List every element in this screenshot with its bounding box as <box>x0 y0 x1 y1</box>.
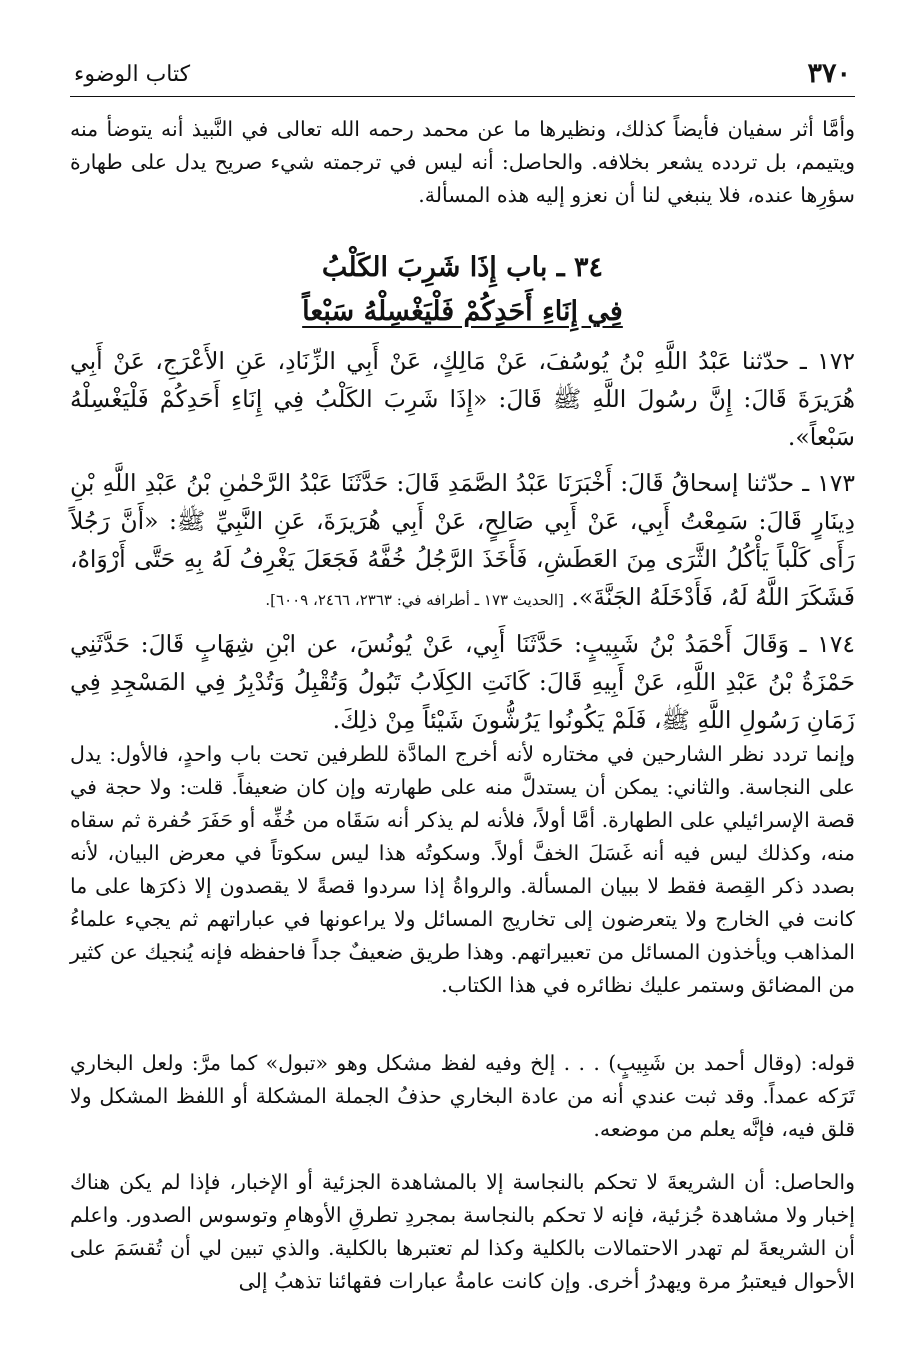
page-header <box>70 56 855 97</box>
commentary-text: وإنما تردد نظر الشارحين في مختاره لأنه أخرج المادَّة للطرفين تحت باب واحدٍ، فالأول: يدل على النجاسة. والثاني: يمكن أن يستدلَّ منه على طهارته وإن كان ضعيفاً. قلت: ولا حجة في قصة الإسرائيلي على الطهارة. أمَّا أولاً، فلأنه لم يذكر أنه سَقَاه من خُفِّه أو حَفَرَ حُفرة ثم سقاه منه، وكذلك ليس فيه أنه غَسَلَ الخفَّ أولاً. وسكوتُه هذا ليس سكوتاً في معرض البيان، لأنه بصدد ذكر القِصة فقط لا ببيان المسألة. والرواةُ إذا سردوا قصةً لا يقصدون إلا ذكرَها على ما كانت في الخارج ولا يتعرضون إلى تخاريج المسائل ولا يراعونها في عباراتهم ثم يجيء علماءُ المذاهب ويأخذون المسائل من تعبيراتهم. وهذا طريق ضعيفٌ جداً فاحفظه فإنه يُنجيك عن كثير من المضائق وستمر عليك نظائره في هذا الكتاب. <box>70 742 855 997</box>
chapter-title-line1: ٣٤ ـ باب إِذَا شَرِبَ الكَلْبُ <box>321 252 604 283</box>
chapter-title-line2: فِي إِنَاءِ أَحَدِكُمْ فَلْيَغْسِلْهُ سَبْعاً <box>302 296 623 327</box>
commentary-paragraph-3 <box>70 1166 855 1298</box>
chapter-heading <box>70 246 855 334</box>
commentary-paragraph-2 <box>70 1047 855 1146</box>
intro-paragraph <box>70 113 855 212</box>
commentary-text: والحاصل: أن الشريعةَ لا تحكم بالنجاسة إلا بالمشاهدة الجزئية أو الإخبار، فإذا لم يكن هناك إخبار ولا مشاهدة جُزئية، فإنه لا تحكم بالنجاسة بمجردِ تطرقِ الأوهامِ وتوسوس الصدور. واعلم أن الشريعةَ لم تهدر الاحتمالات بالكلية وكذا لم تعتبرها بالكلية. والذي تبين لي أن تُقسَمَ على الأحوال فيعتبرُ مرة ويهدرُ أخرى. وإن كانت عامةُ عبارات فقهائنا تذهبُ إلى <box>70 1170 855 1293</box>
hadith-174 <box>70 625 855 739</box>
intro-text: وأمَّا أثر سفيان فأيضاً كذلك، ونظيرها ما عن محمد رحمه الله تعالى في النَّبيذ أنه يتوضأ منه ويتيمم، بل تردده يشعر بخلافه. والحاصل: أنه ليس في ترجمته شيء صريح يدل على طهارة سؤرِها عنده، فلا ينبغي لنا أن نعزو إليه هذه المسألة. <box>70 117 855 207</box>
commentary-text: قوله: (وقال أحمد بن شَبِيبٍ) . . . إلخ وفيه لفظ مشكل وهو «تبول» كما مرَّ: ولعل البخاري تَرَكه عمداً. وقد ثبت عندي أنه من عادة البخاري حذفُ الجملة المشكلة أو اللفظ المشكل ولا قلق فيه، فإنَّه يعلم من موضعه. <box>70 1051 855 1141</box>
running-title: كتاب الوضوء <box>74 62 191 87</box>
hadith-text: ١٧٤ ـ وَقَالَ أَحْمَدُ بْنُ شَبِيبٍ: حَدَّثَنَا أَبِي، عَنْ يُونُسَ، عن ابْنِ شِهَابٍ قَالَ: حَدَّثَنِي حَمْزَةُ بْنُ عَبْدِ اللَّهِ، عَنْ أَبِيهِ قَالَ: كَانَتِ الكِلَابُ تَبُولُ وَتُقْبِلُ وَتُدْبِرُ فِي المَسْجِدِ فِي زَمَانِ رَسُولِ اللَّهِ ﷺ، فَلَمْ يَكُونُوا يَرُشُّونَ شَيْئاً مِنْ ذلِكَ. <box>70 630 855 734</box>
hadith-text: ١٧٢ ـ حدّثنا عَبْدُ اللَّهِ بْنُ يُوسُفَ، عَنْ مَالِكٍ، عَنْ أَبِي الزِّنَادِ، عَنِ الأَعْرَجِ، عَنْ أَبِي هُرَيرَةَ قَالَ: إِنَّ رسُولَ اللَّهِ ﷺ قَالَ: «إِذَا شَرِبَ الكَلْبُ فِي إِنَاءِ أَحَدِكُمْ فَلْيَغْسِلْهُ سَبْعاً». <box>70 347 855 451</box>
hadith-body: ١٧٣ ـ حدّثنا إسحاقُ قَالَ: أَخْبَرَنَا عَبْدُ الصَّمَدِ قَالَ: حَدَّثَنَا عَبْدُ الرَّحْمٰنِ بْنُ عَبْدِ اللَّهِ بْنِ دِينَارٍ قَالَ: سَمِعْتُ أَبِي، عَنْ أَبِي صَالِحٍ، عَنْ أَبِي هُرَيرَةَ، عَنِ النَّبِيِّ ﷺ: «أَنَّ رَجُلاً رَأَى كَلْباً يَأْكُلُ الثَّرَى مِنَ العَطَشِ، فَأَخَذَ الرَّجُلُ خُفَّهُ فَجَعَلَ يَغْرِفُ لَهُ بِهِ حَتَّى أَرْوَاهُ، فَشَكَرَ اللَّهُ لَهُ، فَأَدْخَلَهُ الجَنَّةَ». <box>70 469 855 611</box>
hadith-173 <box>70 464 855 619</box>
commentary-paragraph-1 <box>70 738 855 1002</box>
hadith-172 <box>70 342 855 456</box>
hadith-reference: [الحديث ١٧٣ ـ أطرافه في: ٢٣٦٣، ٢٤٦٦، ٦٠٠٩]. <box>265 591 564 609</box>
hadith-text <box>70 464 855 619</box>
page-number: ٣٧٠ <box>807 58 851 89</box>
